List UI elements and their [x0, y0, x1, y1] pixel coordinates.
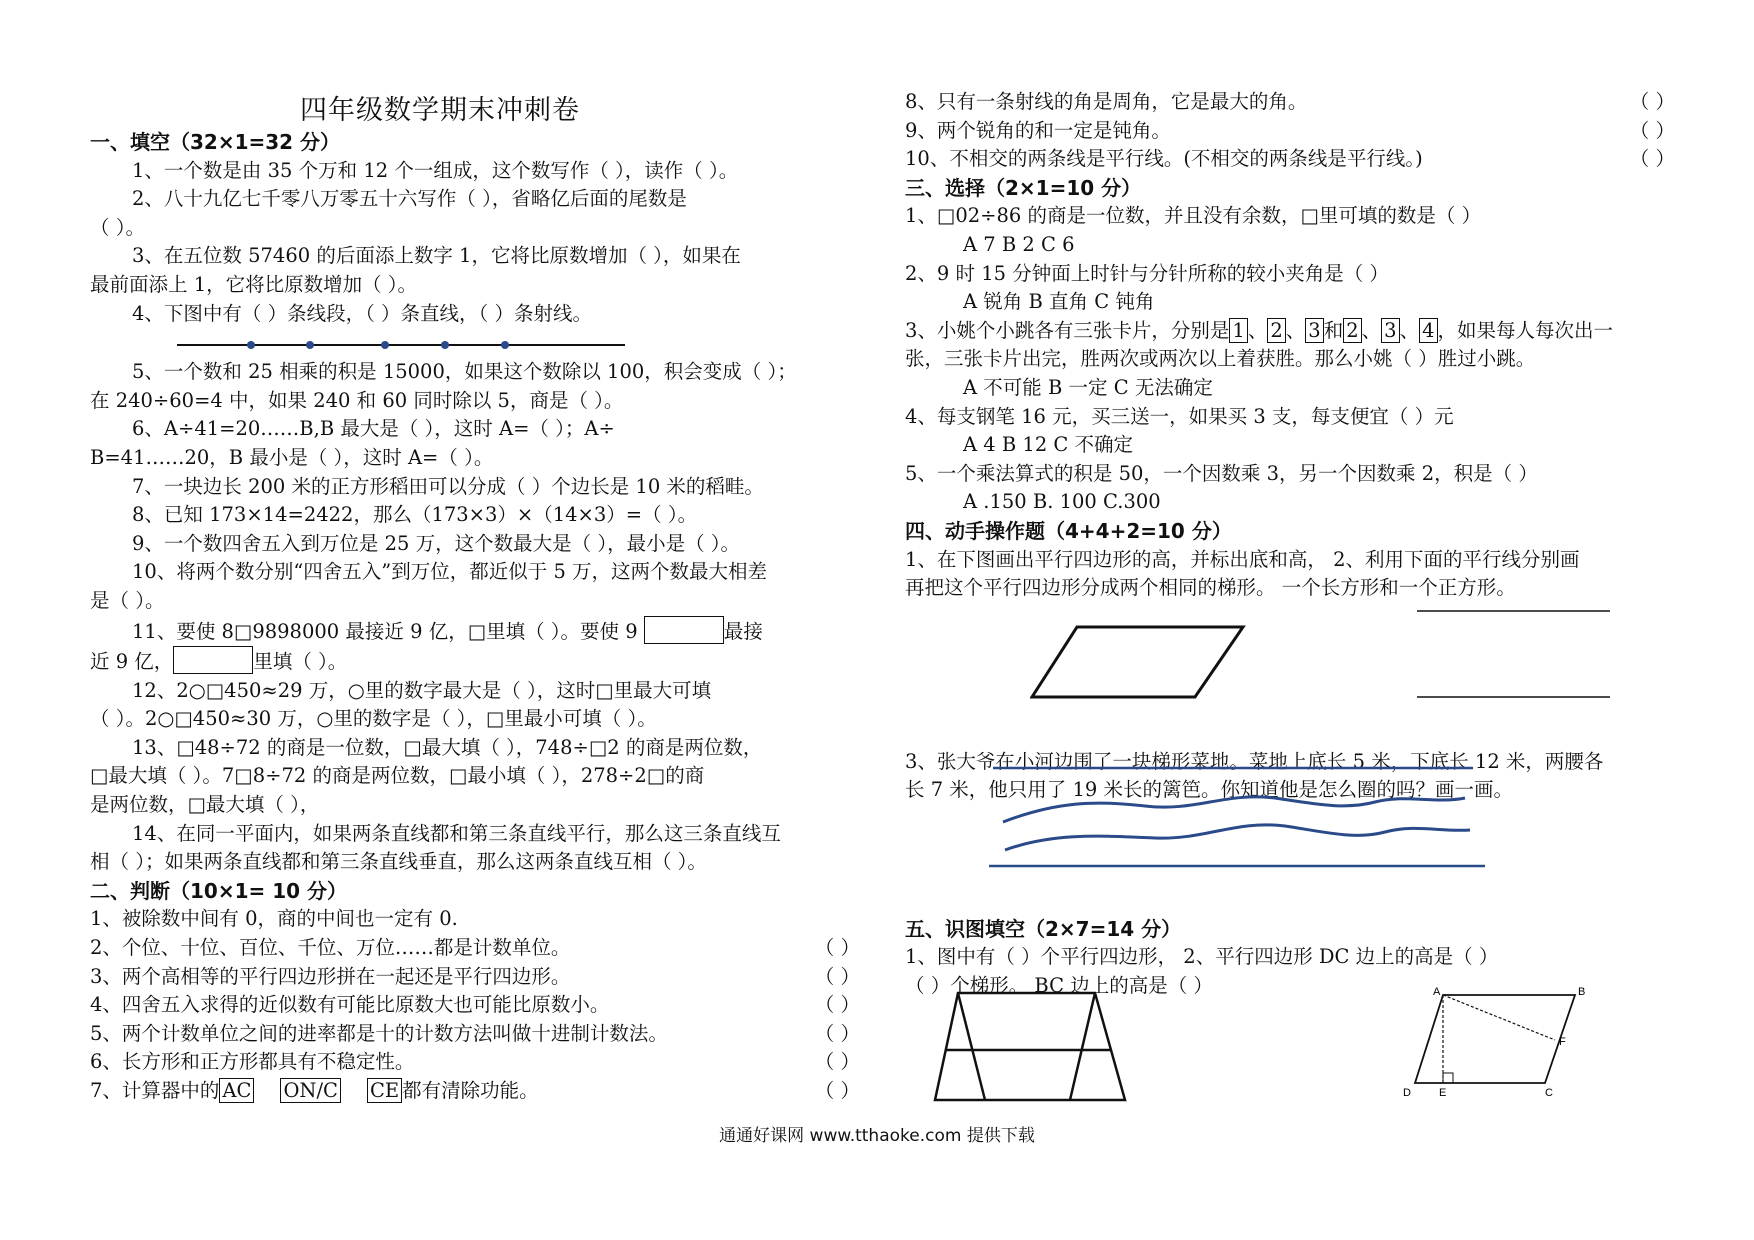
label-f: F — [1559, 1036, 1566, 1048]
question-text: 3、两个高相等的平行四边形拼在一起还是平行四边形。 — [90, 964, 571, 988]
question-text: 10、不相交的两条线是平行线。(不相交的两条线是平行线。) — [905, 147, 1423, 171]
question-line: B=41……20，B 最小是（ ），这时 A=（ ）。 — [90, 445, 494, 469]
question-line: 1、被除数中间有 0，商的中间也一定有 0. — [90, 907, 458, 931]
trapezoid-figure — [930, 990, 1130, 1105]
point-1 — [247, 341, 255, 349]
point-4 — [441, 341, 449, 349]
judgement-item — [905, 88, 1675, 117]
question-line: 最前面添上 1，它将比原数增加（ ）。 — [90, 272, 418, 296]
question-text: 4、四舍五入求得的近似数有可能比原数大也可能比原数小。 — [90, 993, 610, 1017]
calculator-key-ac: AC — [219, 1078, 254, 1103]
question-line: 张，三张卡片出完，胜两次或两次以上着获胜。那么小姚（ ）胜过小跳。 — [905, 347, 1536, 371]
question-line: 再把这个平行四边形分成两个相同的梯形。 一个长方形和一个正方形。 — [905, 576, 1516, 600]
judgement-item — [905, 117, 1675, 146]
question-line: 10、将两个数分别“四舍五入”到万位，都近似于 5 万，这两个数最大相差 — [132, 560, 768, 584]
label-e: E — [1439, 1087, 1447, 1099]
calculator-key-onc: ON/C — [280, 1078, 341, 1103]
question-line: 1、图中有（ ）个平行四边形， 2、平行四边形 DC 边上的高是（ ） — [905, 945, 1499, 969]
label-a: A — [1433, 986, 1441, 998]
left-column — [90, 128, 860, 1106]
question-line: （ ）。 — [90, 215, 145, 239]
question-line: 2、9 时 15 分钟面上时针与分针所称的较小夹角是（ ） — [905, 261, 1389, 285]
question-line: 在 240÷60=4 中，如果 240 和 60 同时除以 5，商是（ ）。 — [90, 388, 624, 412]
judgement-item — [90, 1077, 860, 1106]
question-text: 9、两个锐角的和一定是钝角。 — [905, 118, 1171, 142]
question-text: 2、个位、十位、百位、千位、万位……都是计数单位。 — [90, 936, 571, 960]
question-line: 1、□02÷86 的商是一位数，并且没有余数，□里可填的数是（ ） — [905, 204, 1482, 228]
card-box: 2 — [1267, 318, 1285, 343]
question-line: 3、在五位数 57460 的后面添上数字 1，它将比原数增加（ ），如果在 — [132, 244, 741, 268]
section-heading: 五、识图填空（2×7=14 分） — [905, 916, 1182, 941]
judgement-item — [90, 991, 860, 1020]
choice-options: A 7 B 2 C 6 — [963, 232, 1075, 256]
point-3 — [381, 341, 389, 349]
card-box: 4 — [1419, 318, 1437, 343]
answer-blank[interactable]: （ ） — [1629, 90, 1675, 113]
answer-blank[interactable]: （ ） — [814, 1050, 860, 1074]
choice-options: A .150 B. 100 C.300 — [963, 490, 1161, 514]
question-line: 相（ ）；如果两条直线都和第三条直线垂直，那么这两条直线互相（ ）。 — [90, 850, 707, 874]
judgement-item — [90, 963, 860, 992]
choice-options: A 不可能 B 一定 C 无法确定 — [963, 375, 1213, 399]
point-2 — [306, 341, 314, 349]
question-line: 3、小姚个小跳各有三张卡片，分别是 1 、 2 、 3 和 2 、 3 、 4 ，如果每人每次出一 — [905, 318, 1614, 342]
parallelogram-figure — [1030, 622, 1250, 702]
choice-options: A 锐角 B 直角 C 钝角 — [963, 290, 1155, 314]
question-line: 5、一个数和 25 相乘的积是 15000，如果这个数除以 100，积会变成（ ）； — [132, 360, 797, 384]
river-figure — [985, 762, 1495, 872]
question-line: 4、每支钢笔 16 元，买三送一，如果买 3 支，每支便宜（ ）元 — [905, 404, 1454, 428]
judgement-item — [905, 145, 1675, 174]
question-text: 7、计算器中的 — [90, 1079, 220, 1102]
answer-blank[interactable]: （ ） — [1629, 118, 1675, 142]
line-segment-figure — [175, 338, 635, 352]
section-heading: 一、填空（32×1=32 分） — [90, 130, 341, 154]
question-line: □最大填（ ）。7□8÷72 的商是两位数，□最小填（ ），278÷2□的商 — [90, 764, 705, 788]
question-line: 1、在下图画出平行四边形的高，并标出底和高， 2、利用下面的平行线分别画 — [905, 547, 1580, 571]
question-line: 13、□48÷72 的商是一位数，□最大填（ ），748÷□2 的商是两位数， — [132, 735, 763, 759]
card-box: 1 — [1229, 318, 1247, 343]
question-text: 6、长方形和正方形都具有不稳定性。 — [90, 1050, 415, 1074]
judgement-item — [90, 1020, 860, 1049]
label-b: B — [1578, 986, 1586, 998]
judgement-item — [90, 1048, 860, 1077]
calculator-key-ce: CE — [367, 1078, 402, 1103]
question-text: 8、只有一条射线的角是周角，它是最大的角。 — [905, 90, 1308, 113]
question-line: 9、一个数四舍五入到万位是 25 万，这个数最大是（ ），最小是（ ）。 — [132, 531, 741, 555]
page-title: 四年级数学期末冲刺卷 — [300, 95, 580, 126]
question-line: 3、张大爷在小河边围了一块梯形菜地。菜地上底长 5 米，下底长 12 米，两腰各 — [905, 749, 1604, 773]
blank-box[interactable] — [173, 646, 253, 674]
footer-credit: 通通好课网 www.tthaoke.com 提供下载 — [719, 1126, 1035, 1146]
parallelogram-abcd-figure — [1395, 985, 1590, 1100]
question-line: 12、2○□450≈29 万，○里的数字最大是（ ），这时□里最大可填 — [132, 678, 712, 702]
question-line: （ ）个梯形。 BC 边上的高是（ ） — [905, 974, 1213, 998]
label-c: C — [1545, 1087, 1553, 1099]
question-line: 7、一块边长 200 米的正方形稻田可以分成（ ）个边长是 10 米的稻畦。 — [132, 474, 764, 498]
choice-options: A 4 B 12 C 不确定 — [963, 433, 1134, 457]
question-line: 是（ ）。 — [90, 588, 165, 612]
parallel-lines-figure — [1415, 605, 1615, 705]
question-line: 2、八十九亿七千零八万零五十六写作（ ），省略亿后面的尾数是 — [132, 187, 687, 211]
card-box: 3 — [1305, 318, 1323, 343]
judgement-item — [90, 934, 860, 963]
card-box: 3 — [1381, 318, 1399, 343]
label-d: D — [1403, 1087, 1411, 1099]
section-heading: 二、判断（10×1= 10 分） — [90, 878, 348, 903]
question-line: （ ）。2○□450≈30 万，○里的数字是（ ），□里最小可填（ ）。 — [90, 707, 657, 731]
section-heading: 四、动手操作题（4+4+2=10 分） — [905, 518, 1232, 543]
answer-blank[interactable]: （ ） — [814, 993, 860, 1017]
question-line: 8、已知 173×14=2422，那么（173×3）×（14×3）=（ ）。 — [132, 503, 698, 527]
question-line: 14、在同一平面内，如果两条直线都和第三条直线平行，那么这三条直线互 — [132, 821, 781, 845]
answer-blank[interactable]: （ ） — [814, 1079, 860, 1102]
answer-blank[interactable]: （ ） — [814, 964, 860, 988]
question-line: 是两位数，□最大填（ ）， — [90, 793, 320, 817]
answer-blank[interactable]: （ ） — [814, 1021, 860, 1045]
card-box: 2 — [1343, 318, 1361, 343]
section-heading: 三、选择（2×1=10 分） — [905, 175, 1142, 200]
question-line: 长 7 米，他只用了 19 米长的篱笆。你知道他是怎么圈的吗？画一画。 — [905, 778, 1514, 802]
question-line: 近 9 亿， 里填（ ）。 — [90, 646, 860, 677]
point-5 — [501, 341, 509, 349]
question-line: 4、下图中有（ ）条线段，（ ）条直线，（ ）条射线。 — [132, 301, 593, 325]
blank-box[interactable] — [644, 616, 724, 644]
question-line: 11、要使 8□9898000 最接近 9 亿，□里填（ ）。要使 9 最接 — [90, 616, 860, 647]
answer-blank[interactable]: （ ） — [814, 936, 860, 960]
question-line: 5、一个乘法算式的积是 50，一个因数乘 3，另一个因数乘 2，积是（ ） — [905, 461, 1538, 485]
question-text: 都有清除功能。 — [402, 1079, 539, 1102]
question-text: 5、两个计数单位之间的进率都是十的计数方法叫做十进制计数法。 — [90, 1021, 668, 1045]
question-line: 1、一个数是由 35 个万和 12 个一组成，这个数写作（ ），读作（ ）。 — [132, 158, 739, 182]
question-line: 6、A÷41=20……B,B 最大是（ ），这时 A=（ ）；A÷ — [132, 417, 615, 441]
answer-blank[interactable]: （ ） — [1629, 147, 1675, 171]
